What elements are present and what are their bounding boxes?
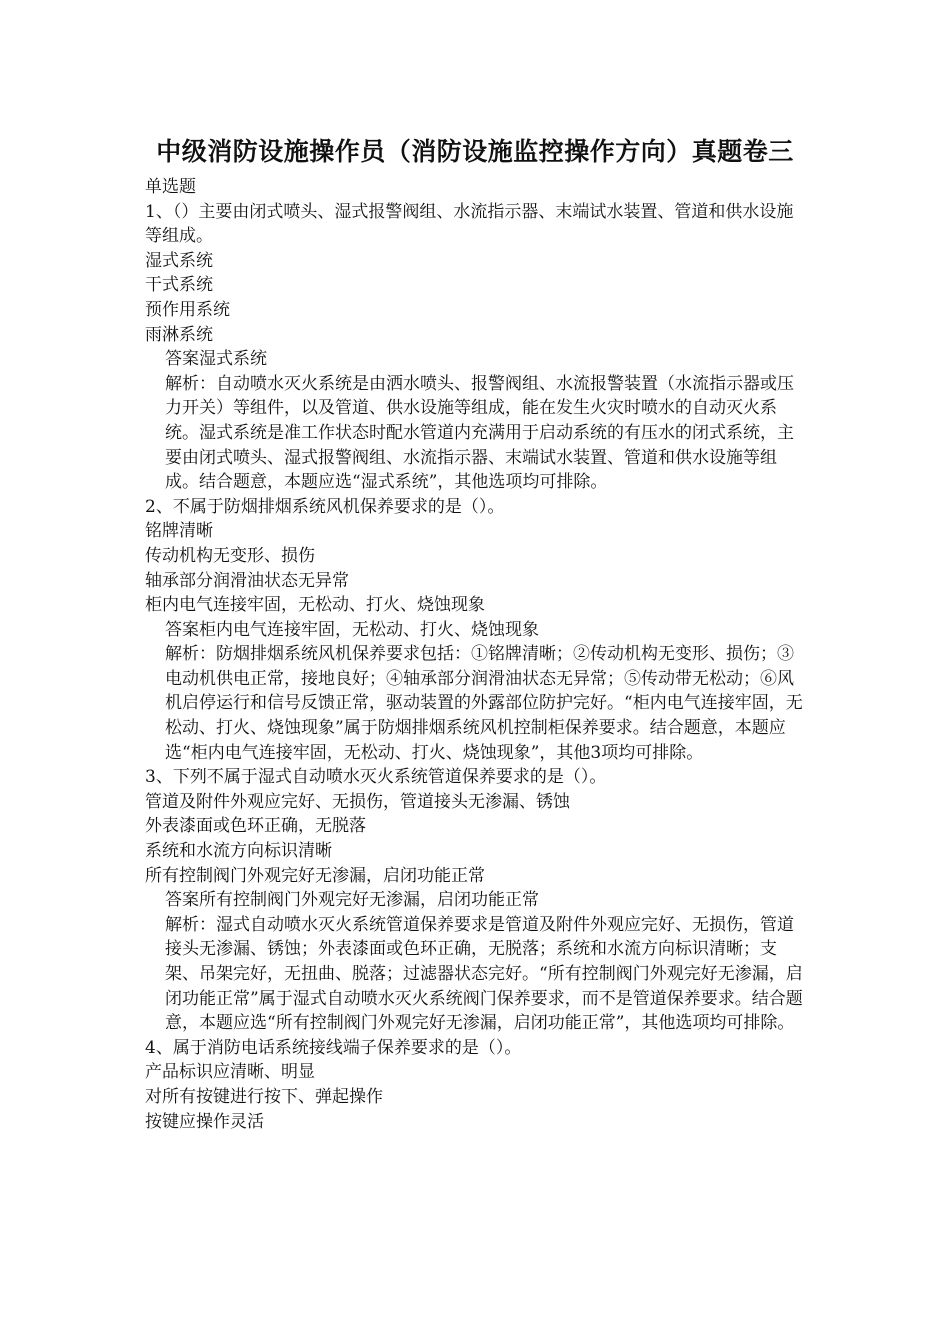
option: 对所有按键进行按下、弹起操作 xyxy=(145,1086,383,1107)
option: 柜内电气连接牢固，无松动、打火、烧蚀现象 xyxy=(145,595,485,616)
analysis: 解析：自动喷水灭火系统是由洒水喷头、报警阀组、水流报警装置（水流指示器或压力开关）等组件，以及管道、供水设施等组成，能在发生火灾时喷水的自动灭火系统。湿式系统是准工作状态时配水管道内充满用于启动系统的有压水的闭式系统，主要由闭式喷头、湿式报警阀组、水流指示器、末端试水装置、管道和供水设施等组成。结合题意，本题应选“湿式系统”，其他选项均可排除。 xyxy=(165,373,794,493)
document-body xyxy=(145,175,810,1134)
option: 产品标识应清晰、明显 xyxy=(145,1062,315,1083)
question-stem: 4、属于消防电话系统接线端子保养要求的是（）。 xyxy=(145,1037,522,1058)
option: 系统和水流方向标识清晰 xyxy=(145,841,332,862)
option: 预作用系统 xyxy=(145,299,230,320)
option: 轴承部分润滑油状态无异常 xyxy=(145,570,349,591)
option: 湿式系统 xyxy=(145,250,213,271)
option: 干式系统 xyxy=(145,275,213,296)
option: 按键应操作灵活 xyxy=(145,1111,264,1132)
analysis: 解析：防烟排烟系统风机保养要求包括：①铭牌清晰；②传动机构无变形、损伤；③电动机供电正常，接地良好；④轴承部分润滑油状态无异常；⑤传动带无松动；⑥风机启停运行和信号反馈正常，驱动装置的外露部位防护完好。“柜内电气连接牢固，无松动、打火、烧蚀现象”属于防烟排烟系统风机控制柜保养要求。结合题意，本题应选“柜内电气连接牢固，无松动、打火、烧蚀现象”，其他3项均可排除。 xyxy=(165,644,803,763)
option: 雨淋系统 xyxy=(145,324,213,345)
option: 所有控制阀门外观完好无渗漏，启闭功能正常 xyxy=(145,865,485,886)
answer: 答案所有控制阀门外观完好无渗漏，启闭功能正常 xyxy=(165,890,539,911)
option: 管道及附件外观应完好、无损伤，管道接头无渗漏、锈蚀 xyxy=(145,791,570,812)
option: 传动机构无变形、损伤 xyxy=(145,545,315,566)
option: 外表漆面或色环正确，无脱落 xyxy=(145,816,366,837)
option: 铭牌清晰 xyxy=(145,521,213,542)
document-title: 中级消防设施操作员（消防设施监控操作方向）真题卷三 xyxy=(156,137,794,166)
question-stem: 3、下列不属于湿式自动喷水灭火系统管道保养要求的是（）。 xyxy=(145,767,607,788)
question-stem: 2、不属于防烟排烟系统风机保养要求的是（）。 xyxy=(145,496,505,517)
analysis: 解析：湿式自动喷水灭火系统管道保养要求是管道及附件外观应完好、无损伤，管道接头无渗漏、锈蚀；外表漆面或色环正确，无脱落；系统和水流方向标识清晰；支架、吊架完好，无扭曲、脱落；过滤器状态完好。“所有控制阀门外观完好无渗漏，启闭功能正常”属于湿式自动喷水灭火系统阀门保养要求，而不是管道保养要求。结合题意，本题应选“所有控制阀门外观完好无渗漏，启闭功能正常”，其他选项均可排除。 xyxy=(165,914,803,1034)
answer: 答案柜内电气连接牢固，无松动、打火、烧蚀现象 xyxy=(165,619,539,640)
answer: 答案湿式系统 xyxy=(165,349,267,370)
question-stem: 1、（）主要由闭式喷头、湿式报警阀组、水流指示器、末端试水装置、管道和供水设施等组成。 xyxy=(145,201,794,247)
section-heading: 单选题 xyxy=(145,177,196,197)
